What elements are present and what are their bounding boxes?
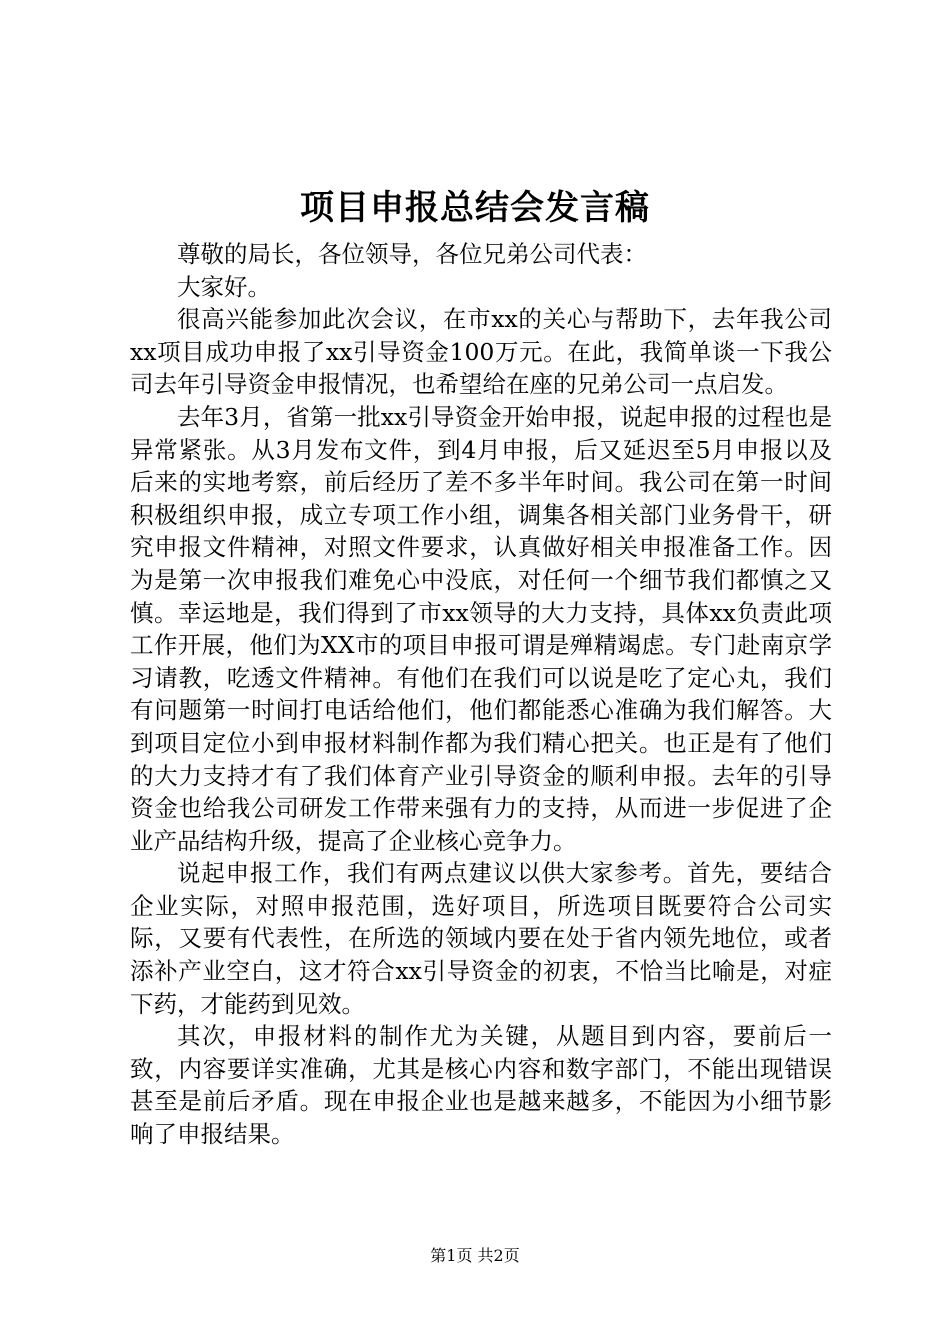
page-footer xyxy=(0,1244,950,1268)
body-paragraph-process: 去年3月，省第一批xx引导资金开始申报，说起申报的过程也是异常紧张。从3月发布文件，到4月申报，后又延迟至5月申报以及后来的实地考察，前后经历了差不多半年时间。我公司在第一时间积极组织申报，成立专项工作小组，调集各相关部门业务骨干，研究申报文件精神，对照文件要求，认真做好相关申报准备工作。因为是第一次申报我们难免心中没底，对任何一个细节我们都慎之又慎。幸运地是，我们得到了市xx领导的大力支持，具体xx负责此项工作开展，他们为XX市的项目申报可谓是殚精竭虑。专门赴南京学习请教，吃透文件精神。有他们在我们可以说是吃了定心丸，我们有问题第一时间打电话给他们，他们都能悉心准确为我们解答。大到项目定位小到申报材料制作都为我们精心把关。也正是有了他们的大力支持才有了我们体育产业引导资金的顺利申报。去年的引导资金也给我公司研发工作带来强有力的支持，从而进一步促进了企业产品结构升级，提高了企业核心竞争力。 xyxy=(130,402,832,855)
body-paragraph-intro: 很高兴能参加此次会议，在市xx的关心与帮助下，去年我公司xx项目成功申报了xx引导资金100万元。在此，我简单谈一下我公司去年引导资金申报情况，也希望给在座的兄弟公司一点启发。 xyxy=(130,305,832,399)
document-body xyxy=(130,238,832,1151)
page-number: 第1页 共2页 xyxy=(430,1246,520,1265)
greeting: 大家好。 xyxy=(177,272,271,301)
body-paragraph-suggestion-first: 说起申报工作，我们有两点建议以供大家参考。首先，要结合企业实际，对照申报范围，选好项目，所选项目既要符合公司实际，又要有代表性，在所选的领域内要在处于省内领先地位，或者添补产业空白，这才符合xx引导资金的初衷，不恰当比喻是，对症下药，才能药到见效。 xyxy=(130,859,832,1018)
document-title: 项目申报总结会发言稿 xyxy=(300,188,650,228)
body-paragraph-suggestion-second: 其次，申报材料的制作尤为关键，从题目到内容，要前后一致，内容要详实准确，尤其是核心内容和数字部门，不能出现错误甚至是前后矛盾。现在申报企业也是越来越多，不能因为小细节影响了申报结果。 xyxy=(130,1022,832,1149)
salutation: 尊敬的局长，各位领导，各位兄弟公司代表： xyxy=(177,240,647,268)
